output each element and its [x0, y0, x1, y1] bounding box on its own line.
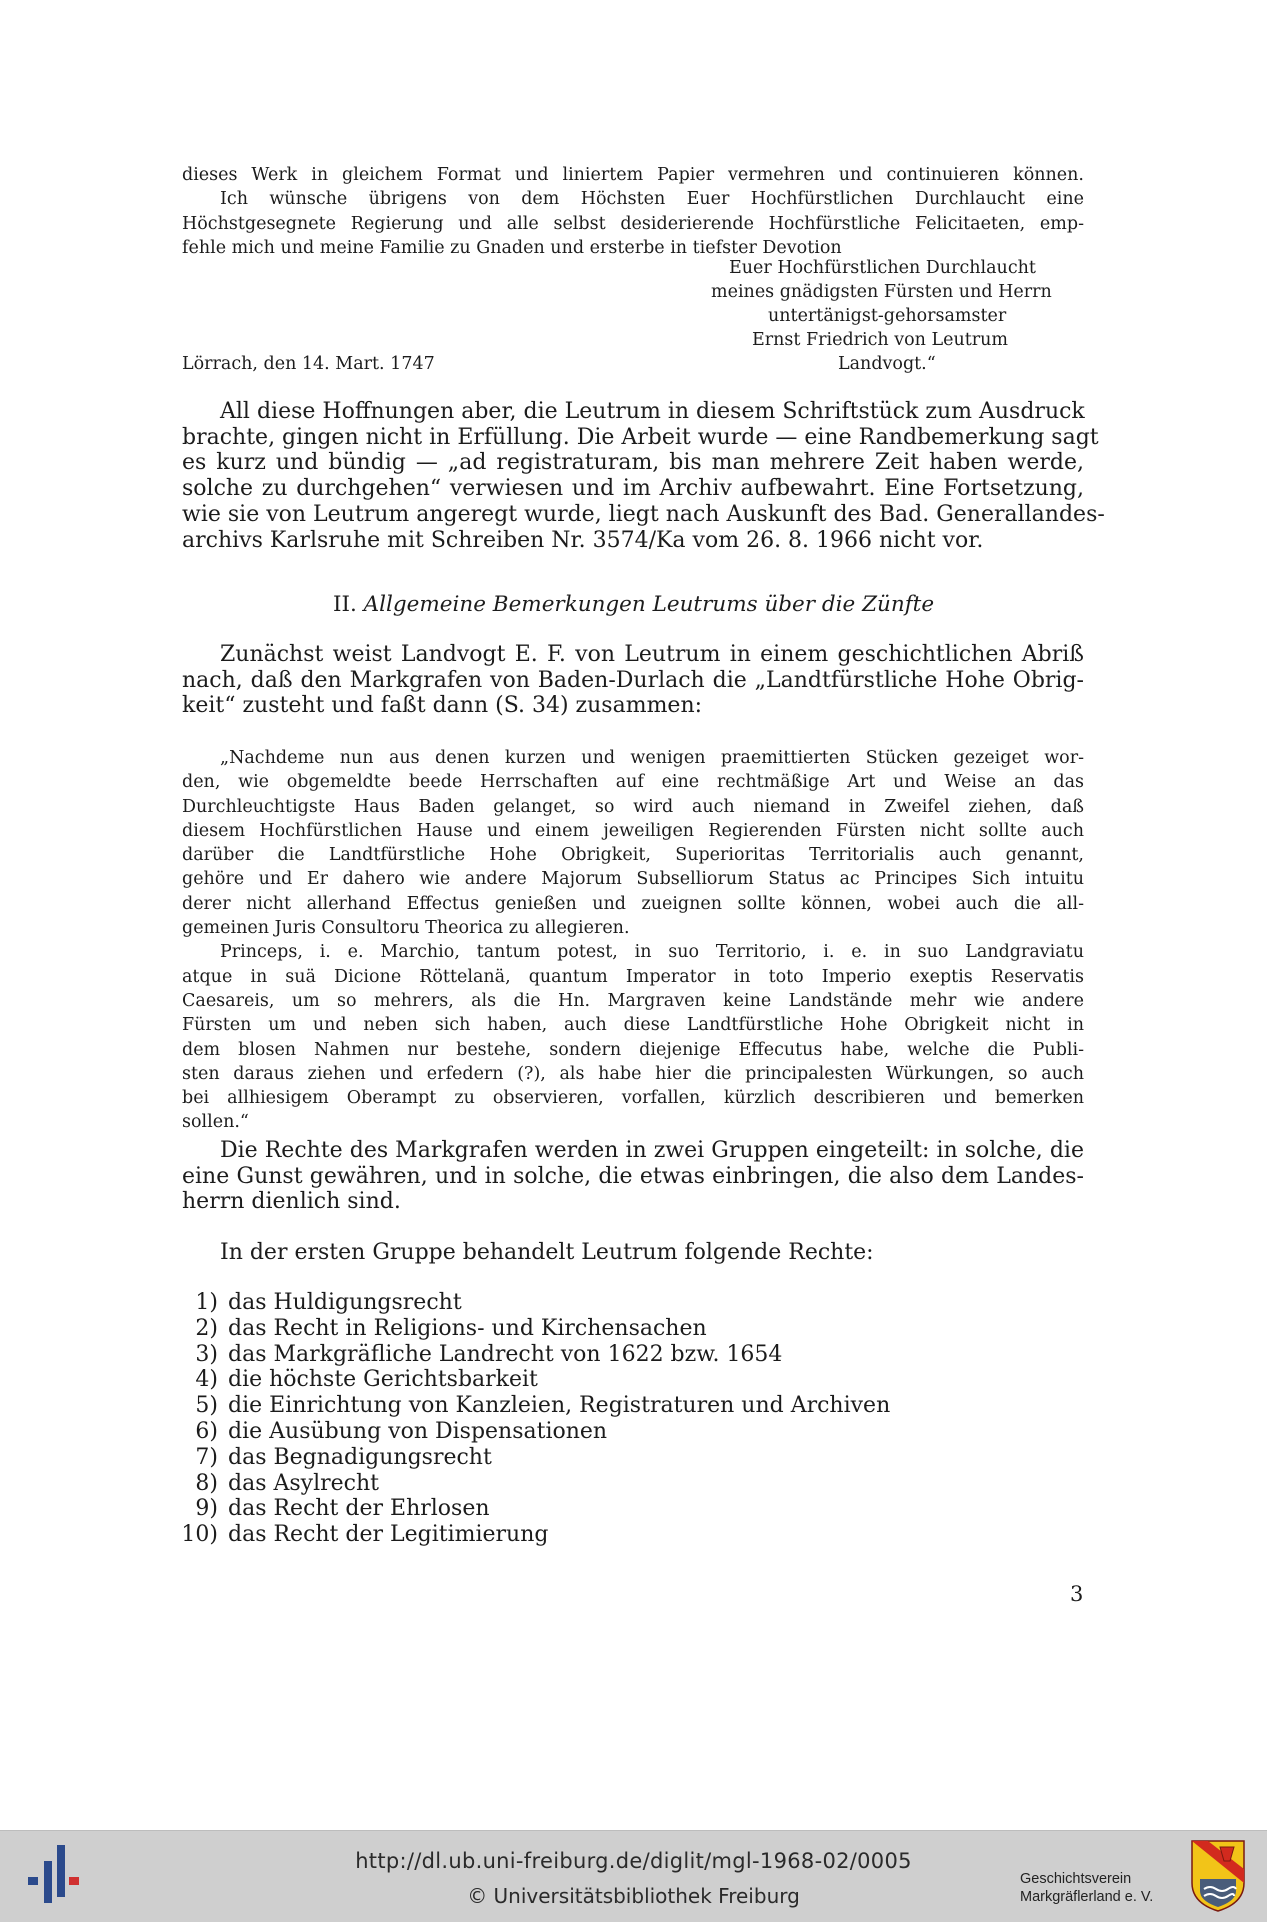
list-number: 5) — [195, 1393, 218, 1419]
society-name-line: Markgräflerland e. V. — [1020, 1889, 1154, 1905]
list-text: die Ausübung von Dispensationen — [228, 1418, 608, 1444]
list-item — [178, 1342, 890, 1368]
paragraph-line: herrn dienlich sind. — [182, 1189, 401, 1215]
list-text: das Recht der Ehrlosen — [228, 1496, 490, 1522]
letter-text — [182, 163, 1084, 260]
paragraph-line: In der ersten Gruppe behandelt Leutrum folgende Rechte: — [220, 1240, 874, 1265]
list-number: 2) — [195, 1315, 218, 1341]
list-number: 7) — [195, 1444, 218, 1470]
quote-line: Fürsten um und neben sich haben, auch diese Landtfürstliche Hohe Obrigkeit nicht in — [182, 1015, 1084, 1036]
society-name-line: Geschichtsverein — [1020, 1871, 1132, 1887]
list-number: 4) — [195, 1367, 218, 1393]
quote-line: Caesareis, um so mehrers, als die Hn. Margraven keine Landstände mehr wie andere — [182, 990, 1084, 1011]
section-numeral: II. — [332, 592, 357, 617]
paragraph-line: archivs Karlsruhe mit Schreiben Nr. 3574/Ka vom 26. 8. 1966 nicht vor. — [182, 527, 984, 553]
paragraph-line: wie sie von Leutrum angeregt wurde, liegt nach Auskunft des Bad. Generallandes- — [182, 501, 1105, 527]
closing-line: untertänigst-gehorsamster — [768, 306, 1007, 326]
list-number: 3) — [195, 1341, 218, 1367]
paragraph — [182, 1240, 1084, 1266]
paragraph-line: eine Gunst gewähren, und in solche, die etwas einbringen, die also dem Landes- — [182, 1163, 1084, 1189]
list-text: das Recht in Religions- und Kirchensachen — [228, 1315, 707, 1341]
list-text: das Recht der Legitimierung — [228, 1522, 549, 1548]
list-text: die Einrichtung von Kanzleien, Registraturen und Archiven — [228, 1393, 891, 1419]
list-item — [178, 1496, 890, 1522]
closing-line: Ernst Friedrich von Leutrum — [752, 330, 1009, 350]
quote-line: gemeinen Juris Consultoru Theorica zu allegieren. — [182, 918, 630, 939]
list-number: 1) — [195, 1290, 218, 1315]
paragraph-line: All diese Hoffnungen aber, die Leutrum in diesem Schriftstück zum Ausdruck — [220, 399, 1085, 424]
list-item — [178, 1419, 890, 1445]
paragraph-line: keit“ zusteht und faßt dann (S. 34) zusammen: — [182, 693, 703, 719]
paragraph — [182, 1138, 1084, 1215]
closing-line: Euer Hochfürstlichen Durchlaucht — [729, 258, 1036, 278]
section-title: Allgemeine Bemerkungen Leutrums über die Zünfte — [363, 592, 935, 617]
quote-line: Durchleuchtigste Haus Baden gelanget, so wird auch niemand in Zweifel ziehen, daß — [182, 796, 1084, 817]
section-heading — [0, 592, 1267, 617]
closing-line: Landvogt.“ — [838, 354, 936, 374]
paragraph-line: Die Rechte des Markgrafen werden in zwei Gruppen eingeteilt: in solche, die — [220, 1138, 1084, 1163]
list-item — [178, 1522, 890, 1548]
paragraph-line: solche zu durchgehen“ verwiesen und im Archiv aufbewahrt. Eine Fortsetzung, — [182, 476, 1084, 502]
list-number: 8) — [195, 1470, 218, 1496]
quote-line: darüber die Landtfürstliche Hohe Obrigkeit, Superioritas Territorialis auch genannt, — [182, 845, 1084, 866]
quote-line: sten daraus ziehen und erfedern (?), als habe hier die principalesten Würkungen, so auch — [182, 1063, 1084, 1084]
rights-list — [178, 1290, 890, 1548]
paragraph — [182, 642, 1084, 719]
quote-line: diesem Hochfürstlichen Hause und einem jeweiligen Regierenden Fürsten nicht sollte auch — [182, 820, 1084, 841]
list-item — [178, 1290, 890, 1316]
list-number: 10) — [181, 1522, 218, 1548]
list-number: 6) — [195, 1418, 218, 1444]
paragraph — [182, 399, 1105, 553]
list-text: die höchste Gerichtsbarkeit — [228, 1367, 538, 1393]
list-number: 9) — [195, 1496, 218, 1522]
quote-line: den, wie obgemeldte beede Herrschaften auf eine rechtmäßige Art und Weise an das — [182, 772, 1084, 793]
coat-of-arms-icon — [1190, 1839, 1246, 1913]
list-item — [178, 1471, 890, 1497]
place-date: Lörrach, den 14. Mart. 1747 — [182, 354, 435, 374]
quote-line: sollen.“ — [182, 1112, 249, 1133]
quote-line: bei allhiesigem Oberampt zu observieren, vorfallen, kürzlich describieren und bemerken — [182, 1088, 1084, 1109]
quote-line: „Nachdeme nun aus denen kurzen und wenigen praemittierten Stücken gezeiget wor- — [220, 748, 1084, 768]
list-text: das Markgräfliche Landrecht von 1622 bzw. 1654 — [228, 1341, 783, 1367]
quote-line: dem blosen Nahmen nur bestehe, sondern diejenige Effecutus habe, welche die Publi- — [182, 1039, 1084, 1060]
quote-line: derer nicht allerhand Effectus genießen und zueignen sollte können, wobei auch die all- — [182, 893, 1084, 914]
paragraph-line: brachte, gingen nicht in Erfüllung. Die Arbeit wurde — eine Randbemerkung sagt — [182, 424, 1099, 450]
list-text: das Begnadigungsrecht — [228, 1444, 492, 1470]
quote-line: Princeps, i. e. Marchio, tantum potest, in suo Territorio, i. e. in suo Landgraviatu — [220, 942, 1084, 963]
paragraph-line: es kurz und bündig — „ad registraturam, bis man mehrere Zeit haben werde, — [182, 450, 1084, 476]
copyright-notice: © Universitätsbibliothek Freiburg — [467, 1884, 800, 1908]
letter-line: fehle mich und meine Familie zu Gnaden und ersterbe in tiefster Devotion — [182, 237, 842, 258]
letter-line: Höchstgesegnete Regierung und alle selbst desiderierende Hochfürstliche Felicitaeten, emp- — [182, 213, 1084, 234]
society-name — [1020, 1870, 1153, 1906]
list-text: das Huldigungsrecht — [228, 1290, 462, 1315]
page-number: 3 — [1070, 1582, 1084, 1606]
list-item — [178, 1445, 890, 1471]
closing-line: meines gnädigsten Fürsten und Herrn — [711, 282, 1052, 302]
list-item — [178, 1393, 890, 1419]
paragraph-line: nach, daß den Markgrafen von Baden-Durlach die „Landtfürstliche Hohe Obrig- — [182, 667, 1084, 693]
paragraph-line: Zunächst weist Landvogt E. F. von Leutrum in einem geschichtlichen Abriß — [220, 642, 1084, 667]
footer-bar — [0, 1830, 1267, 1922]
document-url-link[interactable]: http://dl.ub.uni-freiburg.de/diglit/mgl-1968-02/0005 — [355, 1849, 912, 1873]
letter-line: dieses Werk in gleichem Format und liniertem Papier vermehren und continuieren können. — [182, 165, 1084, 185]
quotation — [182, 746, 1084, 1135]
list-item — [178, 1367, 890, 1393]
list-text: das Asylrecht — [228, 1470, 379, 1496]
quote-line: gehöre und Er dahero wie andere Majorum Subselliorum Status ac Principes Sich intuitu — [182, 869, 1084, 890]
list-item — [178, 1316, 890, 1342]
quote-line: atque in suä Dicione Röttelanä, quantum Imperator in toto Imperio exeptis Reservatis — [182, 966, 1084, 987]
letter-line: Ich wünsche übrigens von dem Höchsten Euer Hochfürstlichen Durchlaucht eine — [220, 189, 1084, 210]
